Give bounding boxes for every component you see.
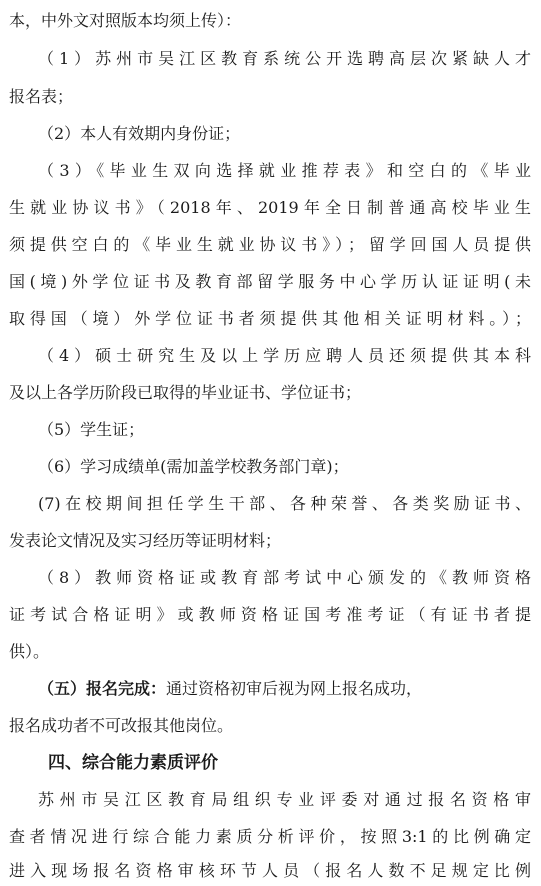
text-line xyxy=(0,674,541,704)
text-line: （3）《毕业生双向选择就业推荐表》和空白的《毕业 xyxy=(38,161,531,180)
text-line: （6）学习成绩单(需加盖学校教务部门章)； xyxy=(38,457,349,476)
text-line: 苏州市吴江区教育局组织专业评委对通过报名资格审 xyxy=(38,790,531,809)
text-line: 报名表； xyxy=(9,87,74,106)
text-line: 及以上各学历阶段已取得的毕业证书、学位证书； xyxy=(9,383,362,402)
text-line: 生就业协议书》（2018年、2019年全日制普通高校毕业生 xyxy=(9,198,531,217)
section-5-text: 通过资格初审后视为网上报名成功， xyxy=(166,679,423,698)
section-5-lead: （五）报名完成： xyxy=(38,679,167,698)
text-line: （2）本人有效期内身份证； xyxy=(38,124,241,143)
text-line: 国(境)外学位证书及教育部留学服务中心学历认证证明(未 xyxy=(9,272,531,291)
text-line: 证考试合格证明》或教师资格证国考准考证（有证书者提 xyxy=(9,605,531,624)
section-heading: 四、综合能力素质评价 xyxy=(48,753,218,773)
text-line: 报名成功者不可改报其他岗位。 xyxy=(9,716,234,735)
text-line: (7)在校期间担任学生干部、各种荣誉、各类奖励证书、 xyxy=(38,494,531,513)
text-line: 发表论文情况及实习经历等证明材料； xyxy=(9,531,282,550)
text-line: 取得国（境）外学位证书者须提供其他相关证明材料。）； xyxy=(9,309,531,328)
text-line: 须提供空白的《毕业生就业协议书》）；留学回国人员提供 xyxy=(9,235,531,254)
text-line: 本，中外文对照版本均须上传）： xyxy=(9,11,242,30)
text-line: 供）。 xyxy=(9,642,50,661)
text-line: （5）学生证； xyxy=(38,420,145,439)
text-line: 进入现场报名资格审核环节人员（报名人数不足规定比例 xyxy=(9,861,531,880)
text-line: （1）苏州市吴江区教育系统公开选聘高层次紧缺人才 xyxy=(38,49,531,68)
text-line: 查者情况进行综合能力素质分析评价，按照3:1的比例确定 xyxy=(9,827,531,846)
text-line: （4）硕士研究生及以上学历应聘人员还须提供其本科 xyxy=(38,346,531,365)
text-line: （8）教师资格证或教育部考试中心颁发的《教师资格 xyxy=(38,568,531,587)
